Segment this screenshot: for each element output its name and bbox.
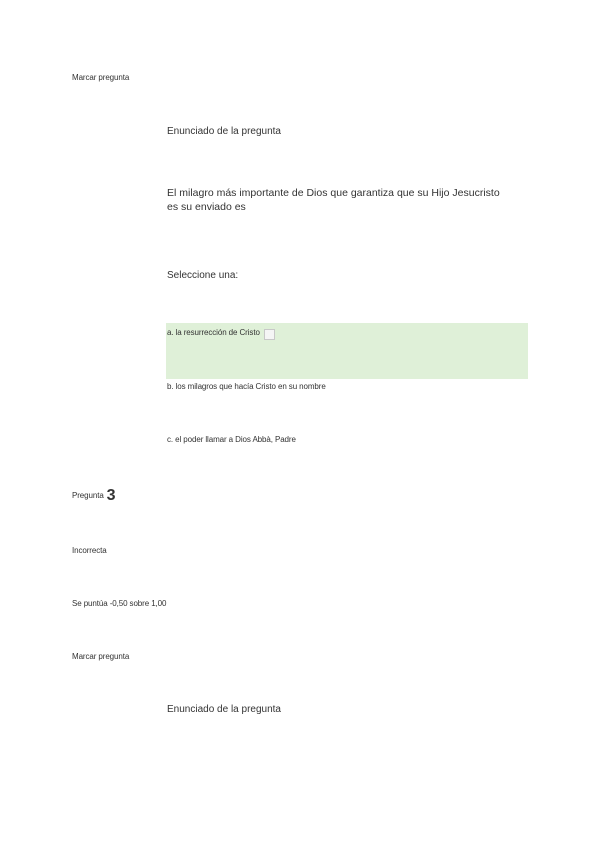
answer-option-a[interactable] [167,328,275,340]
question-statement-heading: Enunciado de la pregunta [167,126,281,137]
answer-mark-icon [264,329,275,340]
question-status: Incorrecta [72,546,107,555]
question-score: Se puntúa -0,50 sobre 1,00 [72,599,167,608]
question-word: Pregunta [72,491,104,500]
question-text-line-1: El milagro más importante de Dios que garantiza que su Hijo Jesucristo [167,187,500,199]
flag-question-link[interactable]: Marcar pregunta [72,73,130,82]
select-one-prompt: Seleccione una: [167,270,239,281]
question-number-header [72,485,116,505]
question-text-line-2: es su enviado es [167,201,246,213]
flag-question-link-q3[interactable]: Marcar pregunta [72,652,130,661]
answer-option-a-label: a. la resurrección de Cristo [167,328,260,337]
question-number: 3 [106,487,116,504]
question-statement-heading-q3: Enunciado de la pregunta [167,704,281,715]
answer-option-c[interactable]: c. el poder llamar a Dios Abbà, Padre [167,435,296,444]
answer-option-b[interactable]: b. los milagros que hacía Cristo en su nombre [167,382,326,391]
